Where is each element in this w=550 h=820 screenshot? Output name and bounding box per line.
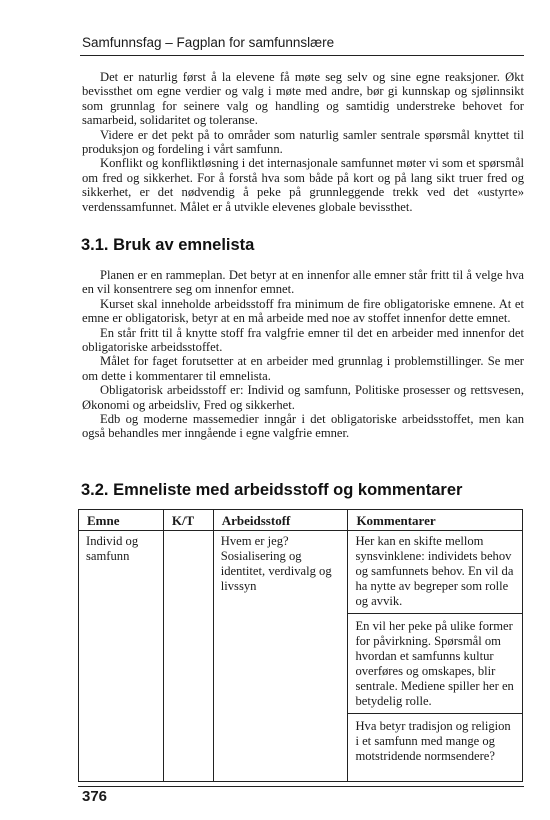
cell-arbeidsstoff: Hvem er jeg? Sosialisering og identitet, verdivalg og livssyn <box>213 531 348 782</box>
col-header-kt: K/T <box>163 510 213 531</box>
col-header-kommentarer: Kommentarer <box>348 510 523 531</box>
comment-note: Her kan en skifte mellom synsvinklene: individets behov og samfunnets behov. En vil da ha nytte av begreper som rolle og avvik. <box>348 534 522 614</box>
page-number: 376 <box>82 788 108 805</box>
header-rule <box>80 55 524 56</box>
intro-paragraph: Videre er det pekt på to områder som naturlig samler sentrale spørsmål knyttet til produksjon og fordeling i vårt samfunn. <box>82 127 524 157</box>
body-paragraph: Planen er en rammeplan. Det betyr at en innenfor alle emner står fritt til å velge hva en vil konsentrere seg om innenfor emnet. <box>82 268 524 297</box>
footer-rule <box>78 786 524 787</box>
body-paragraph: En står fritt til å knytte stoff fra valgfrie emner til det en arbeider med innenfor det obligatoriske arbeidsstoffet. <box>82 325 524 355</box>
intro-text <box>82 70 524 214</box>
cell-kommentarer <box>348 531 523 782</box>
body-paragraph: Målet for faget forutsetter at en arbeider med grunnlag i problemstillinger. Se mer om dette i kommentarer til emnelista. <box>82 354 524 383</box>
section-3-1-text <box>82 268 524 441</box>
body-paragraph: Kurset skal inneholde arbeidsstoff fra minimum de fire obligatoriske emnene. At et emne er obligatorisk, betyr at en må arbeide med noe av stoffet innenfor dette emnet. <box>82 296 524 326</box>
intro-paragraph: Det er naturlig først å la elevene få møte seg selv og sine egne reaksjoner. Økt bevissthet om egne verdier og valg i møte med andre, bør gi kunnskap og sjølinnsikt som grunnlag for seinere valg og handling og samtidig understreke behovet for samarbeid, solidaritet og toleranse. <box>82 70 524 128</box>
running-head: Samfunnsfag – Fagplan for samfunnslære <box>82 35 335 50</box>
comment-note: Hva betyr tradisjon og religion i et samfunn med mange og motstridende normsendere? <box>355 719 511 763</box>
section-heading-3-1: 3.1. Bruk av emnelista <box>81 236 255 254</box>
comment-note: En vil her peke på ulike former for påvirkning. Spørsmål om hvordan et samfunns kultur overføres og omskapes, blir sentrale. Mediene spiller her en betydelig rolle. <box>348 619 522 714</box>
cell-kt <box>163 531 213 782</box>
cell-emne: Individ og samfunn <box>79 531 164 782</box>
col-header-emne: Emne <box>79 510 164 531</box>
body-paragraph: Obligatorisk arbeidsstoff er: Individ og samfunn, Politiske prosesser og rettsvesen, Økonomi og arbeidsliv, Fred og sikkerhet. <box>82 383 524 412</box>
section-heading-3-2: 3.2. Emneliste med arbeidsstoff og kommentarer <box>81 481 463 499</box>
table-row <box>79 531 523 782</box>
col-header-arbeidsstoff: Arbeidsstoff <box>213 510 348 531</box>
topic-table <box>78 509 523 782</box>
table-header-row <box>79 510 523 531</box>
intro-paragraph: Konflikt og konfliktløsning i det internasjonale samfunnet møter vi som et spørsmål om fred og sikkerhet. For å forstå hva som både på kort og på lang sikt truer fred og sikkerhet, er det nødvendig å peke på grunnleggende trekk ved det «ustyrte» verdenssamfunnet. Målet er å utvikle elevenes globale bevissthet. <box>82 156 524 214</box>
body-paragraph: Edb og moderne massemedier inngår i det obligatoriske arbeidsstoffet, men kan også behandles mer inngående i egne valgfrie emner. <box>82 412 524 441</box>
